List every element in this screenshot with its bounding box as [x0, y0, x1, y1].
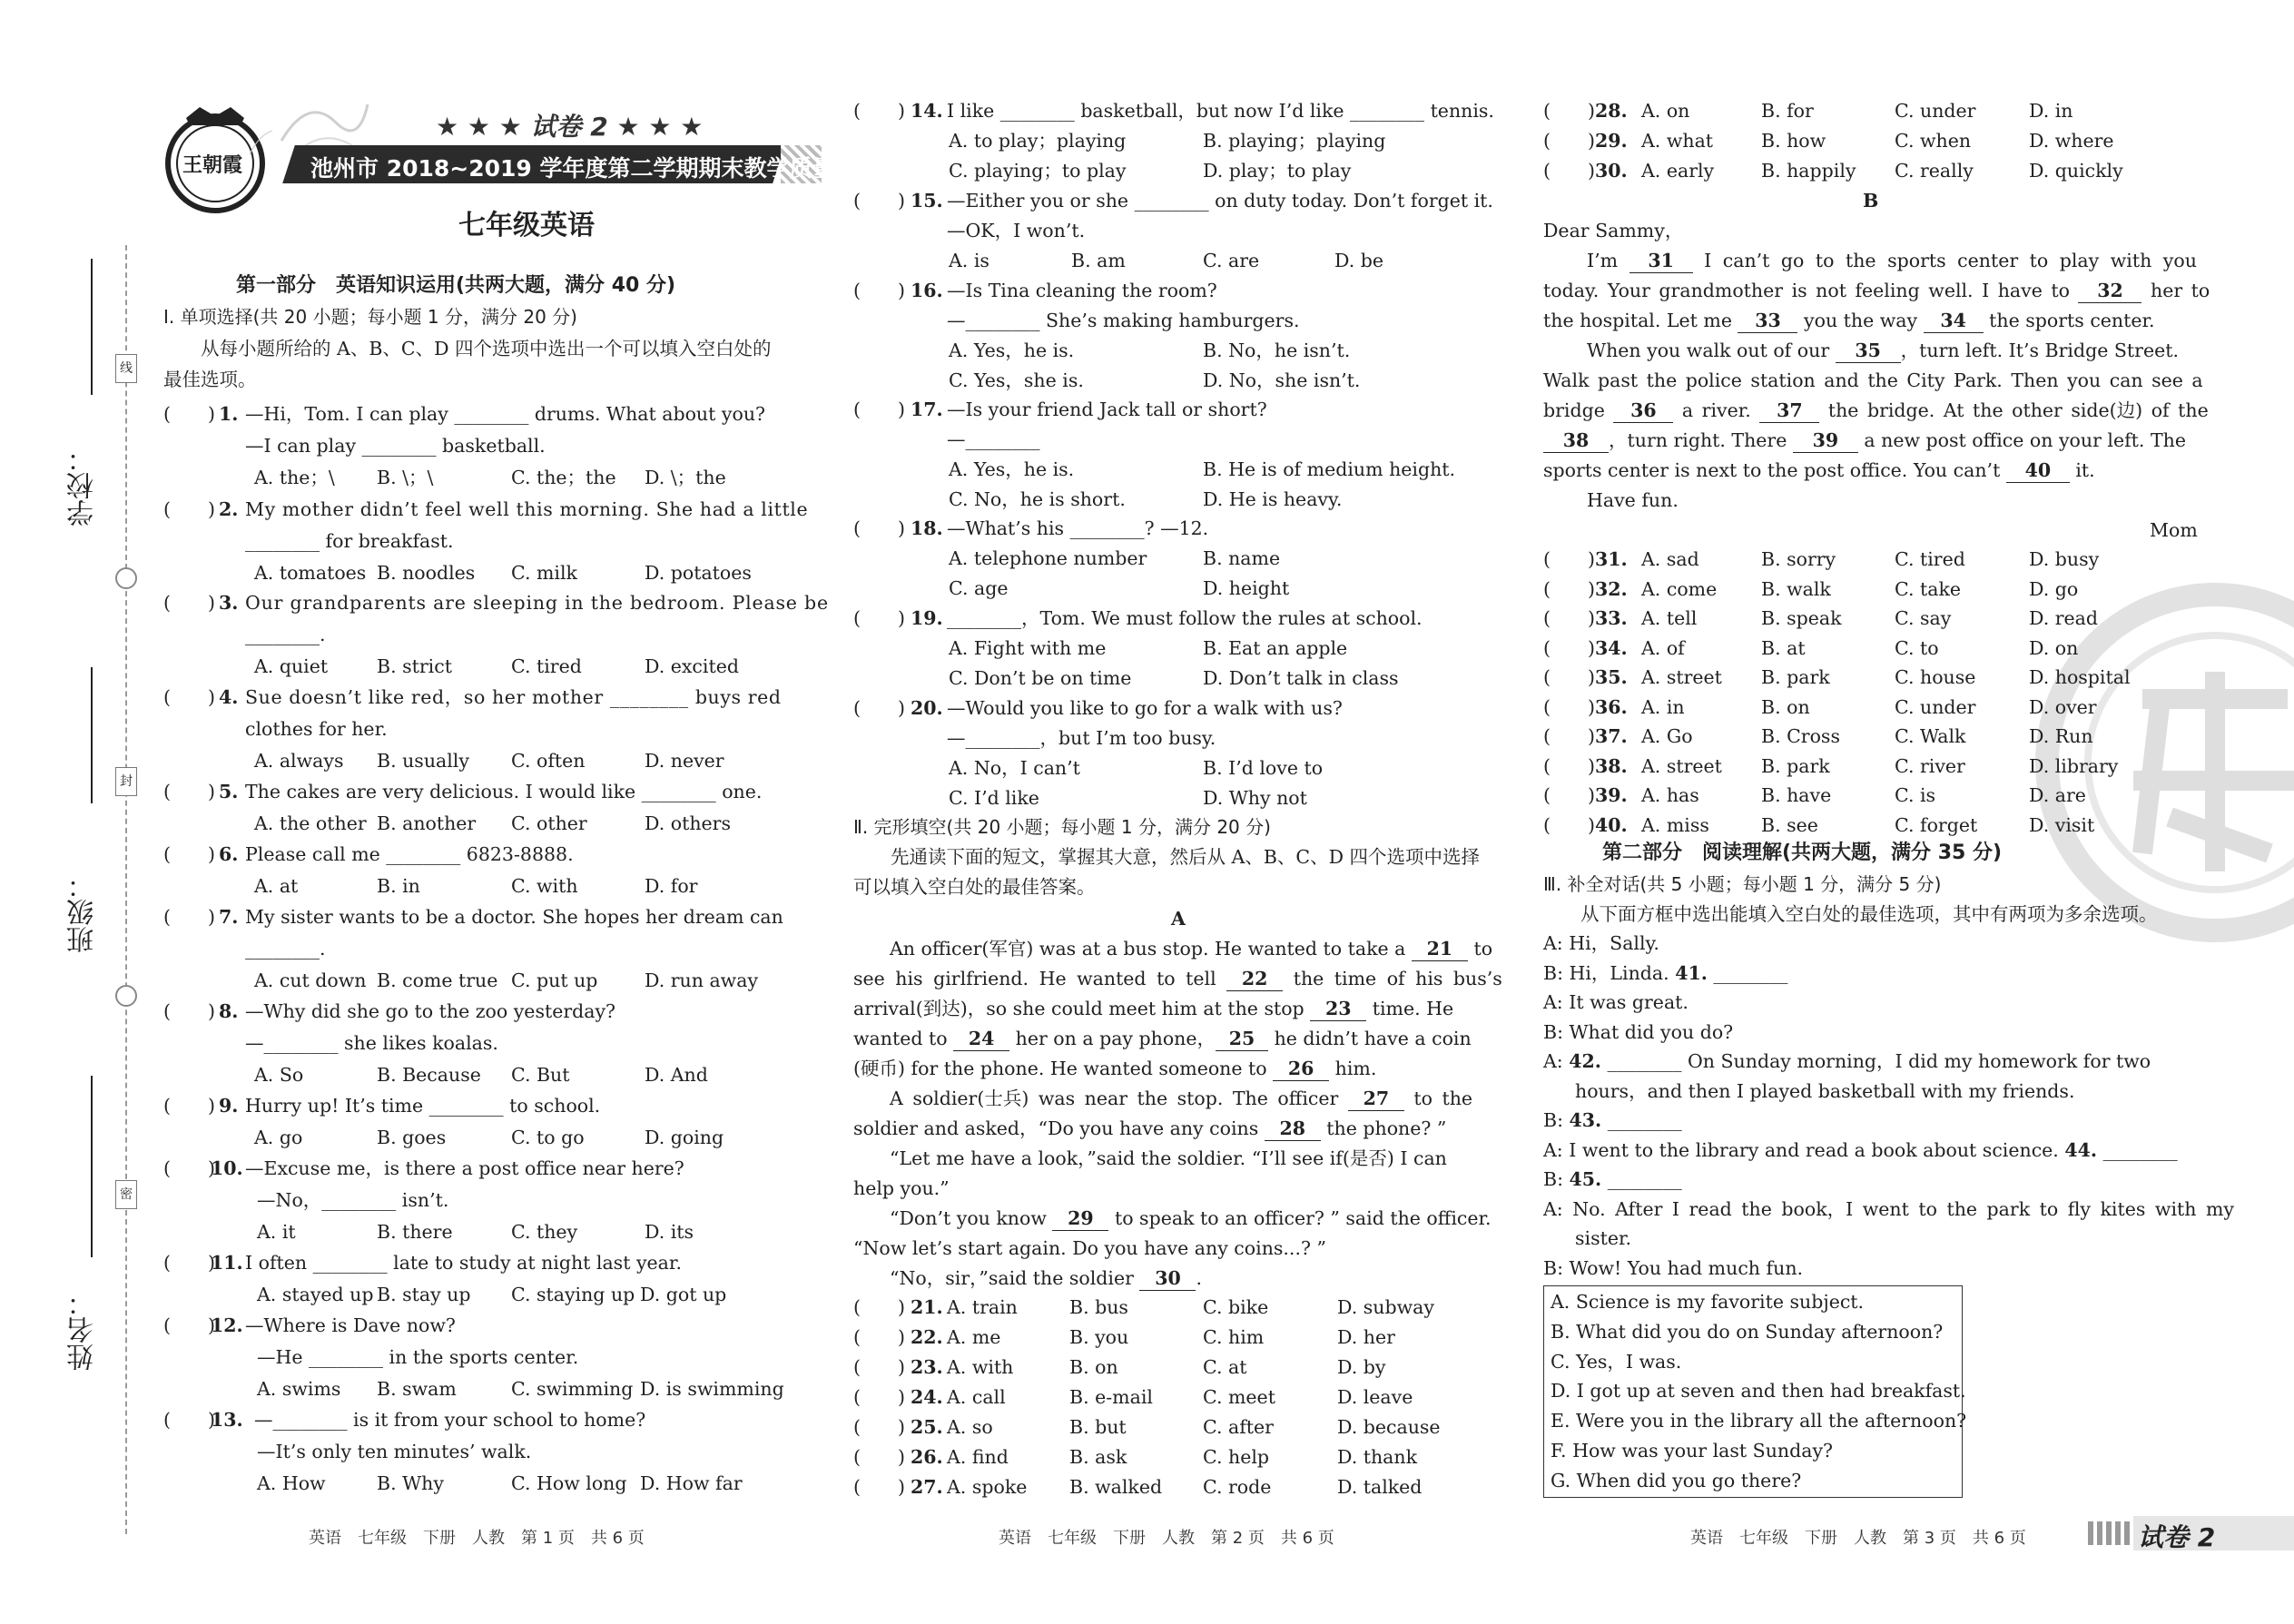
- blank-22[interactable]: 22: [1226, 967, 1283, 991]
- option-item: A. Science is my favorite subject.: [1551, 1291, 1865, 1313]
- option-b[interactable]: B. Why: [377, 1472, 444, 1494]
- logo: [159, 100, 272, 218]
- answer-paren[interactable]: ( ): [163, 1314, 215, 1336]
- option-item: F. How was your last Sunday?: [1551, 1440, 1834, 1462]
- section3-title: Ⅲ. 补全对话(共 5 小题；每小题 1 分，满分 5 分): [1543, 873, 1942, 895]
- answer-paren[interactable]: ( ): [163, 1157, 215, 1179]
- option-b[interactable]: B. come true: [377, 969, 498, 991]
- option-a[interactable]: A. always: [254, 750, 344, 772]
- answer-paren[interactable]: ( ): [163, 1095, 215, 1117]
- option-a[interactable]: A. to play；playing: [949, 130, 1127, 152]
- option-b[interactable]: B. \；\: [377, 467, 434, 488]
- option-b[interactable]: B. He is of medium height.: [1203, 458, 1456, 480]
- q-stem: —He ________ in the sports center.: [257, 1346, 579, 1368]
- q-stem: —Is your friend Jack tall or short?: [947, 399, 1267, 420]
- part2-title: 第二部分 阅读理解(共两大题，满分 35 分): [1602, 842, 2003, 864]
- option-b[interactable]: B. swam: [377, 1378, 457, 1400]
- name-field[interactable]: [91, 1076, 93, 1257]
- q-stem: —________ is it from your school to home?: [254, 1409, 646, 1431]
- answer-blank-41[interactable]: ________: [1713, 961, 1788, 984]
- q-stem: I often ________ late to study at night last year.: [245, 1252, 682, 1274]
- blank-31[interactable]: 31: [1629, 249, 1693, 273]
- seal-tag-bottom: 密: [115, 1180, 137, 1209]
- option-a[interactable]: A. No，I can’t: [949, 757, 1080, 779]
- answer-paren[interactable]: ( ): [853, 280, 905, 301]
- class-label: 班级：: [67, 871, 99, 953]
- q-stem: —Is Tina cleaning the room?: [947, 280, 1217, 301]
- blank-34[interactable]: 34: [1924, 309, 1984, 333]
- option-d[interactable]: D. He is heavy.: [1203, 488, 1343, 510]
- answer-paren[interactable]: ( ): [163, 686, 215, 708]
- q-stem: —It’s only ten minutes’ walk.: [257, 1441, 532, 1462]
- answer-blank-44[interactable]: ________: [2102, 1138, 2178, 1161]
- option-d[interactable]: D. going: [645, 1127, 724, 1148]
- q-stem: My sister wants to be a doctor. She hopes her dream can: [245, 906, 783, 928]
- option-c[interactable]: C. with: [511, 875, 578, 897]
- answer-paren[interactable]: ( ): [163, 843, 215, 865]
- option-c[interactable]: C. playing；to play: [949, 160, 1127, 182]
- option-a[interactable]: A. cut down: [254, 969, 367, 991]
- option-d[interactable]: D. And: [645, 1064, 708, 1086]
- option-b[interactable]: B. strict: [377, 655, 452, 677]
- blank-30[interactable]: 30: [1139, 1266, 1196, 1291]
- option-c[interactable]: C. No，he is short.: [949, 488, 1126, 510]
- blank-36[interactable]: 36: [1613, 399, 1673, 423]
- section2-intro-cont: 可以填入空白处的最佳答案。: [853, 876, 1096, 898]
- blank-38[interactable]: 38: [1543, 428, 1609, 453]
- option-a[interactable]: A. stayed up: [257, 1284, 374, 1305]
- option-d[interactable]: D. got up: [640, 1284, 727, 1305]
- blank-29[interactable]: 29: [1052, 1206, 1108, 1231]
- option-a[interactable]: A. swims: [257, 1378, 341, 1400]
- option-c[interactable]: C. age: [949, 577, 1009, 599]
- q-stem: —Excuse me，is there a post office near here?: [245, 1157, 684, 1179]
- name-label: 姓名：: [67, 1289, 99, 1371]
- blank-23[interactable]: 23: [1310, 997, 1366, 1021]
- option-d[interactable]: D. run away: [645, 969, 759, 991]
- answer-paren[interactable]: ( ): [853, 190, 905, 212]
- q-stem: ________，Tom. We must follow the rules at school.: [947, 607, 1423, 629]
- blank-32[interactable]: 32: [2078, 279, 2141, 303]
- option-c[interactable]: C. other: [511, 812, 587, 834]
- answer-blank-43[interactable]: ________: [1607, 1109, 1682, 1131]
- option-c[interactable]: C. staying up: [511, 1284, 635, 1305]
- q-stem: ________.: [245, 938, 326, 960]
- option-item: G. When did you go there?: [1551, 1469, 1802, 1491]
- option-a[interactable]: A. is: [949, 250, 989, 271]
- option-a[interactable]: A. the other: [254, 812, 367, 834]
- option-d[interactable]: D. Why not: [1203, 787, 1307, 809]
- blank-28[interactable]: 28: [1265, 1117, 1321, 1141]
- q-stem: —________，but I’m too busy.: [947, 727, 1216, 749]
- q-stem: —________: [947, 428, 1040, 450]
- option-d[interactable]: D. be: [1334, 250, 1383, 271]
- option-c[interactable]: C. often: [511, 750, 586, 772]
- q-stem: —I can play ________ basketball.: [245, 435, 546, 457]
- subject-title: 七年级英语: [458, 210, 595, 241]
- seal-tag-top: 线: [115, 354, 137, 383]
- answer-paren[interactable]: ( ): [163, 781, 215, 802]
- option-item: D. I got up at seven and then had breakfast.: [1551, 1380, 1966, 1403]
- option-a[interactable]: A. quiet: [254, 655, 329, 677]
- answer-paren[interactable]: ( ): [163, 1409, 215, 1431]
- section2-title: Ⅱ. 完形填空(共 20 小题；每小题 1 分，满分 20 分): [853, 816, 1271, 838]
- option-d[interactable]: D. No，she isn’t.: [1203, 369, 1361, 391]
- option-b[interactable]: B. Because: [377, 1064, 481, 1086]
- option-d[interactable]: D. How far: [640, 1472, 743, 1494]
- option-c[interactable]: C. How long: [511, 1472, 627, 1494]
- option-c[interactable]: C. the；the: [511, 467, 616, 488]
- blank-26[interactable]: 26: [1273, 1057, 1329, 1081]
- answer-paren[interactable]: ( ): [163, 1000, 215, 1022]
- answer-paren[interactable]: ( ): [163, 403, 215, 425]
- option-c[interactable]: C. Yes，she is.: [949, 369, 1084, 391]
- logo-text: 王朝霞: [182, 153, 243, 177]
- option-a[interactable]: A. Fight with me: [949, 637, 1107, 659]
- blank-25[interactable]: 25: [1216, 1027, 1268, 1051]
- option-b[interactable]: B. No，he isn’t.: [1203, 340, 1351, 361]
- option-c[interactable]: C. I’d like: [949, 787, 1039, 809]
- q-number: 1.: [219, 403, 239, 425]
- option-c[interactable]: C. Don’t be on time: [949, 667, 1132, 689]
- option-d[interactable]: D. others: [645, 812, 731, 834]
- section1-title: Ⅰ. 单项选择(共 20 小题；每小题 1 分，满分 20 分): [163, 306, 577, 328]
- option-d[interactable]: D. height: [1203, 577, 1290, 599]
- option-c[interactable]: C. they: [511, 1221, 578, 1243]
- q-stem: —________ she likes koalas.: [245, 1032, 498, 1054]
- option-c[interactable]: C. milk: [511, 562, 577, 584]
- answer-paren[interactable]: ( ): [853, 100, 905, 122]
- option-item: C. Yes，I was.: [1551, 1350, 1682, 1373]
- option-b[interactable]: B. usually: [377, 750, 469, 772]
- answer-paren[interactable]: ( ): [853, 697, 905, 719]
- blank-39[interactable]: 39: [1793, 428, 1858, 453]
- answer-paren[interactable]: ( ): [163, 906, 215, 928]
- option-d[interactable]: D. potatoes: [645, 562, 752, 584]
- binding-ring: [115, 985, 137, 1007]
- q-stem: —No，________ isn’t.: [257, 1189, 449, 1211]
- option-a[interactable]: A. it: [257, 1221, 296, 1243]
- option-b[interactable]: B. noodles: [377, 562, 476, 584]
- page-footer-3: 英语 七年级 下册 人教 第 3 页 共 6 页: [1690, 1529, 2026, 1548]
- option-b[interactable]: B. there: [377, 1221, 453, 1243]
- q-stem: —Where is Dave now?: [245, 1314, 456, 1336]
- tab-dots: [2088, 1521, 2130, 1545]
- q-stem: I like ________ basketball，but now I’d like ________ tennis.: [947, 100, 1494, 122]
- section1-intro: 从每小题所给的 A、B、C、D 四个选项中选出一个可以填入空白处的: [163, 338, 772, 359]
- answer-blank-42[interactable]: ________ On Sunday morning，I did my homework for two: [1607, 1050, 2151, 1072]
- q-stem: —What’s his ________? —12.: [947, 517, 1209, 539]
- q-stem: clothes for her.: [245, 718, 388, 740]
- q-stem: Sue doesn’t like red，so her mother ________ buys red: [245, 686, 782, 708]
- option-c[interactable]: C. tired: [511, 655, 582, 677]
- q-stem: ________ for breakfast.: [245, 530, 454, 552]
- answer-paren[interactable]: ( ): [853, 607, 905, 629]
- q-stem: The cakes are very delicious. I would like ________ one.: [245, 781, 763, 802]
- class-field[interactable]: [91, 667, 93, 803]
- section2-intro: 先通读下面的短文，掌握其大意，然后从 A、B、C、D 四个选项中选择: [853, 846, 1481, 868]
- binding-cut-line: [125, 245, 127, 1534]
- option-a[interactable]: A. telephone number: [949, 547, 1147, 569]
- option-c[interactable]: C. put up: [511, 969, 598, 991]
- option-b[interactable]: B. stay up: [377, 1284, 471, 1305]
- q-stem: Our grandparents are sleeping in the bedroom. Please be: [245, 592, 829, 614]
- blank-21[interactable]: 21: [1412, 937, 1468, 961]
- blank-37[interactable]: 37: [1759, 399, 1819, 423]
- q-stem: —Hi，Tom. I can play ________ drums. What about you?: [245, 403, 766, 425]
- q-stem: Please call me ________ 6823-8888.: [245, 843, 574, 865]
- option-d[interactable]: D. play；to play: [1203, 160, 1352, 182]
- exam-title: 池州市 2018~2019 学年度第二学期期末教学质量检测试题: [310, 155, 926, 182]
- section3-intro: 从下面方框中选出能填入空白处的最佳选项，其中有两项为多余选项。: [1543, 903, 2158, 925]
- q-stem: Hurry up! It’s time ________ to school.: [245, 1095, 601, 1117]
- school-field[interactable]: [91, 259, 93, 395]
- seal-tag-mid: 封: [115, 767, 137, 796]
- paper-tab-label: 试卷 2: [2138, 1522, 2216, 1552]
- q-stem: My mother didn’t feel well this morning. She had a little: [245, 498, 809, 520]
- option-d[interactable]: D. Don’t talk in class: [1203, 667, 1399, 689]
- option-b[interactable]: B. am: [1071, 250, 1126, 271]
- q-stem: —Why did she go to the zoo yesterday?: [245, 1000, 616, 1022]
- option-b[interactable]: B. another: [377, 812, 477, 834]
- option-b[interactable]: B. in: [377, 875, 420, 897]
- option-d[interactable]: D. is swimming: [640, 1378, 784, 1400]
- q-stem: —Would you like to go for a walk with us?: [947, 697, 1343, 719]
- option-c[interactable]: C. to go: [511, 1127, 585, 1148]
- blank-35[interactable]: 35: [1836, 339, 1901, 363]
- option-a[interactable]: A. at: [254, 875, 299, 897]
- q-stem: ________.: [245, 624, 326, 645]
- option-a[interactable]: A. go: [254, 1127, 303, 1148]
- page-footer-1: 英语 七年级 下册 人教 第 1 页 共 6 页: [309, 1529, 645, 1548]
- passage-a-label: A: [1171, 908, 1186, 930]
- binding-ring: [115, 567, 137, 589]
- part1-title: 第一部分 英语知识运用(共两大题，满分 40 分): [236, 274, 676, 297]
- option-b[interactable]: B. Eat an apple: [1203, 637, 1348, 659]
- answer-paren[interactable]: ( ): [853, 517, 905, 539]
- q-stem: —Either you or she ________ on duty today. Don’t forget it.: [947, 190, 1493, 212]
- option-b[interactable]: B. playing；playing: [1203, 130, 1386, 152]
- option-d[interactable]: D. for: [645, 875, 698, 897]
- option-d[interactable]: D. \；the: [645, 467, 726, 488]
- blank-24[interactable]: 24: [953, 1027, 1009, 1051]
- option-d[interactable]: D. excited: [645, 655, 739, 677]
- option-item: E. Were you in the library all the afternoon?: [1551, 1410, 1967, 1432]
- exam-series: ★ ★ ★ 试卷 2 ★ ★ ★: [436, 112, 704, 142]
- option-a[interactable]: A. the；\: [254, 467, 335, 488]
- school-label: 学校：: [67, 445, 99, 527]
- answer-paren[interactable]: ( ): [163, 498, 215, 520]
- q-stem: —OK，I won’t.: [947, 220, 1086, 241]
- section1-intro-cont: 最佳选项。: [163, 369, 257, 390]
- option-d[interactable]: D. never: [645, 750, 724, 772]
- option-d[interactable]: D. its: [645, 1221, 694, 1243]
- option-a[interactable]: A. How: [257, 1472, 326, 1494]
- answer-paren[interactable]: ( ): [853, 399, 905, 420]
- option-b[interactable]: B. name: [1203, 547, 1281, 569]
- blank-40[interactable]: 40: [2006, 458, 2070, 483]
- option-a[interactable]: A. So: [254, 1064, 304, 1086]
- blank-27[interactable]: 27: [1348, 1087, 1404, 1111]
- page-footer-2: 英语 七年级 下册 人教 第 2 页 共 6 页: [999, 1529, 1334, 1548]
- answer-blank-45[interactable]: ________: [1607, 1168, 1682, 1190]
- blank-33[interactable]: 33: [1738, 309, 1797, 333]
- option-c[interactable]: C. swimming: [511, 1378, 634, 1400]
- answer-paren[interactable]: ( ): [163, 1252, 215, 1274]
- option-a[interactable]: A. tomatoes: [254, 562, 367, 584]
- option-a[interactable]: A. Yes，he is.: [949, 458, 1075, 480]
- q-stem: —________ She’s making hamburgers.: [947, 310, 1300, 331]
- passage-b-label: B: [1863, 190, 1879, 212]
- option-b[interactable]: B. I’d love to: [1203, 757, 1324, 779]
- option-a[interactable]: A. Yes，he is.: [949, 340, 1075, 361]
- option-item: B. What did you do on Sunday afternoon?: [1551, 1320, 1944, 1343]
- answer-paren[interactable]: ( ): [163, 592, 215, 614]
- option-c[interactable]: C. are: [1203, 250, 1260, 271]
- option-b[interactable]: B. goes: [377, 1127, 447, 1148]
- option-c[interactable]: C. But: [511, 1064, 570, 1086]
